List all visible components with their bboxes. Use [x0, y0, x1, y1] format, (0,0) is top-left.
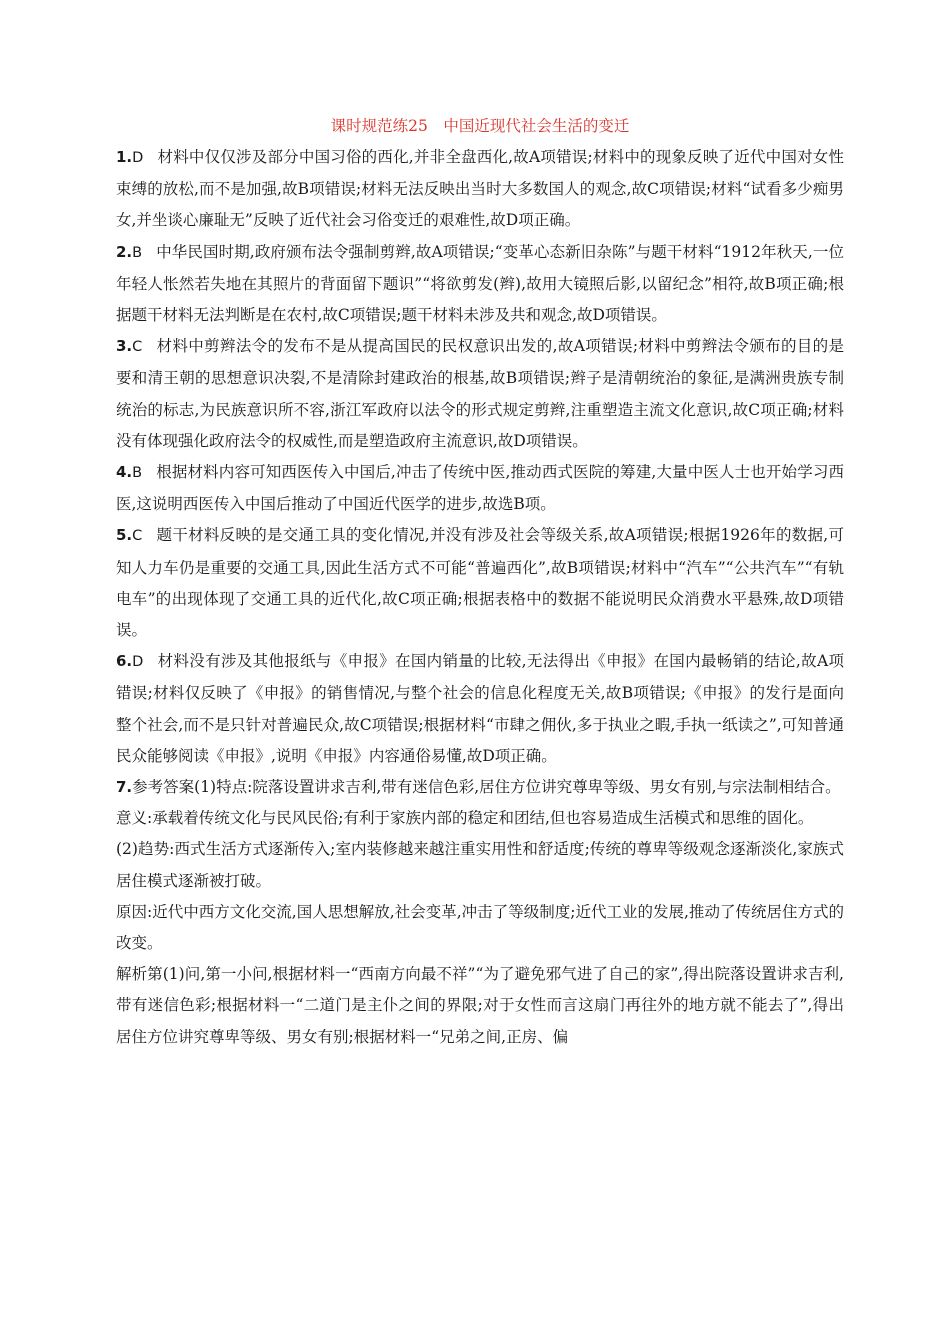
- document-title: 课时规范练25 中国近现代社会生活的变迁: [330, 117, 630, 135]
- item-explanation: 材料中仅仅涉及部分中国习俗的西化,并非全盘西化,故A项错误;材料中的现象反映了近代中国对女性束缚的放松,而不是加强,故B项错误;材料无法反映出当时大多数国人的观念,故C项错误;材料“试看多少痴男女,并坐谈心廉耻无”反映了近代社会习俗变迁的艰难性,故D项正确。: [116, 148, 844, 230]
- item-number: 4.: [116, 463, 133, 482]
- item-explanation: 中华民国时期,政府颁布法令强制剪辫,故A项错误;“变革心态新旧杂陈”与题干材料“1912年秋天,一位年轻人怅然若失地在其照片的背面留下题识”“将欲剪发(辫),故用大镜照后影,以留纪念”相符,故B项正确;根据题干材料无法判断是在农村,故C项错误;题干材料未涉及共和观念,故D项错误。: [116, 242, 844, 325]
- answer-item-2: [116, 237, 844, 332]
- item-number: 7.: [116, 778, 133, 797]
- document-page: [116, 112, 844, 1053]
- item-explanation: 根据材料内容可知西医传入中国后,冲击了传统中医,推动西式医院的筹建,大量中医人士也开始学习西医,这说明西医传入中国后推动了中国近代医学的进步,故选B项。: [116, 463, 844, 514]
- significance-paragraph: 意义:承载着传统文化与民风民俗;有利于家族内部的稳定和团结,但也容易造成生活模式和思维的固化。: [116, 809, 814, 828]
- item-answer: C: [132, 528, 143, 545]
- answer-item-1: [116, 142, 844, 237]
- item-number: 2.: [116, 242, 133, 261]
- item-explanation: 材料没有涉及其他报纸与《申报》在国内销量的比较,无法得出《申报》在国内最畅销的结论,故A项错误;材料仅反映了《申报》的销售情况,与整个社会的信息化程度无关,故B项错误;《申报》的发行是面向整个社会,而不是只针对普遍民众,故C项错误;根据材料“市肆之佣伙,多于执业之暇,手执一纸读之”,可知普通民众能够阅读《申报》,说明《申报》内容通俗易懂,故D项正确。: [116, 652, 844, 765]
- item-number: 5.: [116, 526, 133, 545]
- item-number: 6.: [116, 652, 133, 671]
- answer-item-6: [116, 646, 844, 772]
- item-answer: B: [132, 465, 143, 482]
- item-number: 3.: [116, 337, 133, 356]
- analysis-paragraph: 解析第(1)问,第一小问,根据材料一“西南方向最不祥”“为了避免邪气进了自己的家”,得出院落设置讲求吉利,带有迷信色彩;根据材料一“二道门是主仆之间的界限;对于女性而言这扇门再往外的地方就不能去了”,得出居住方位讲究尊卑等级、男女有别;根据材料一“兄弟之间,正房、偏: [116, 965, 844, 1046]
- item-explanation: 题干材料反映的是交通工具的变化情况,并没有涉及社会等级关系,故A项错误;根据1926年的数据,可知人力车仍是重要的交通工具,因此生活方式不可能“普遍西化”,故B项错误;材料中“汽车”“公共汽车”“有轨电车”的出现体现了交通工具的近代化,故C项正确;根据表格中的数据不能说明民众消费水平悬殊,故D项错误。: [116, 526, 844, 640]
- item-answer: D: [132, 654, 144, 671]
- item-answer: D: [132, 150, 144, 166]
- reference-answer-part1: 参考答案(1)特点:院落设置讲求吉利,带有迷信色彩,居住方位讲究尊卑等级、男女有别,与宗法制相结合。: [132, 778, 841, 797]
- item-number: 1.: [116, 148, 133, 166]
- reason-paragraph: 原因:近代中西方文化交流,国人思想解放,社会变革,冲击了等级制度;近代工业的发展,推动了传统居住方式的改变。: [116, 902, 844, 953]
- item-answer: C: [132, 339, 143, 356]
- item-answer: B: [132, 244, 143, 261]
- answer-item-7: [116, 772, 844, 803]
- answer-item-3: [116, 331, 844, 457]
- answer-item-5: [116, 520, 844, 646]
- answer-item-4: [116, 457, 844, 520]
- trend-paragraph: (2)趋势:西式生活方式逐渐传入;室内装修越来越注重实用性和舒适度;传统的尊卑等级观念逐渐淡化,家族式居住模式逐渐被打破。: [116, 840, 844, 890]
- item-explanation: 材料中剪辫法令的发布不是从提高国民的民权意识出发的,故A项错误;材料中剪辫法令颁布的目的是要和清王朝的思想意识决裂,不是清除封建政治的根基,故B项错误;辫子是清朝统治的象征,是满洲贵族专制统治的标志,为民族意识所不容,浙江军政府以法令的形式规定剪辫,注重塑造主流文化意识,故C项正确;材料没有体现强化政府法令的权威性,而是塑造政府主流意识,故D项错误。: [116, 337, 844, 450]
